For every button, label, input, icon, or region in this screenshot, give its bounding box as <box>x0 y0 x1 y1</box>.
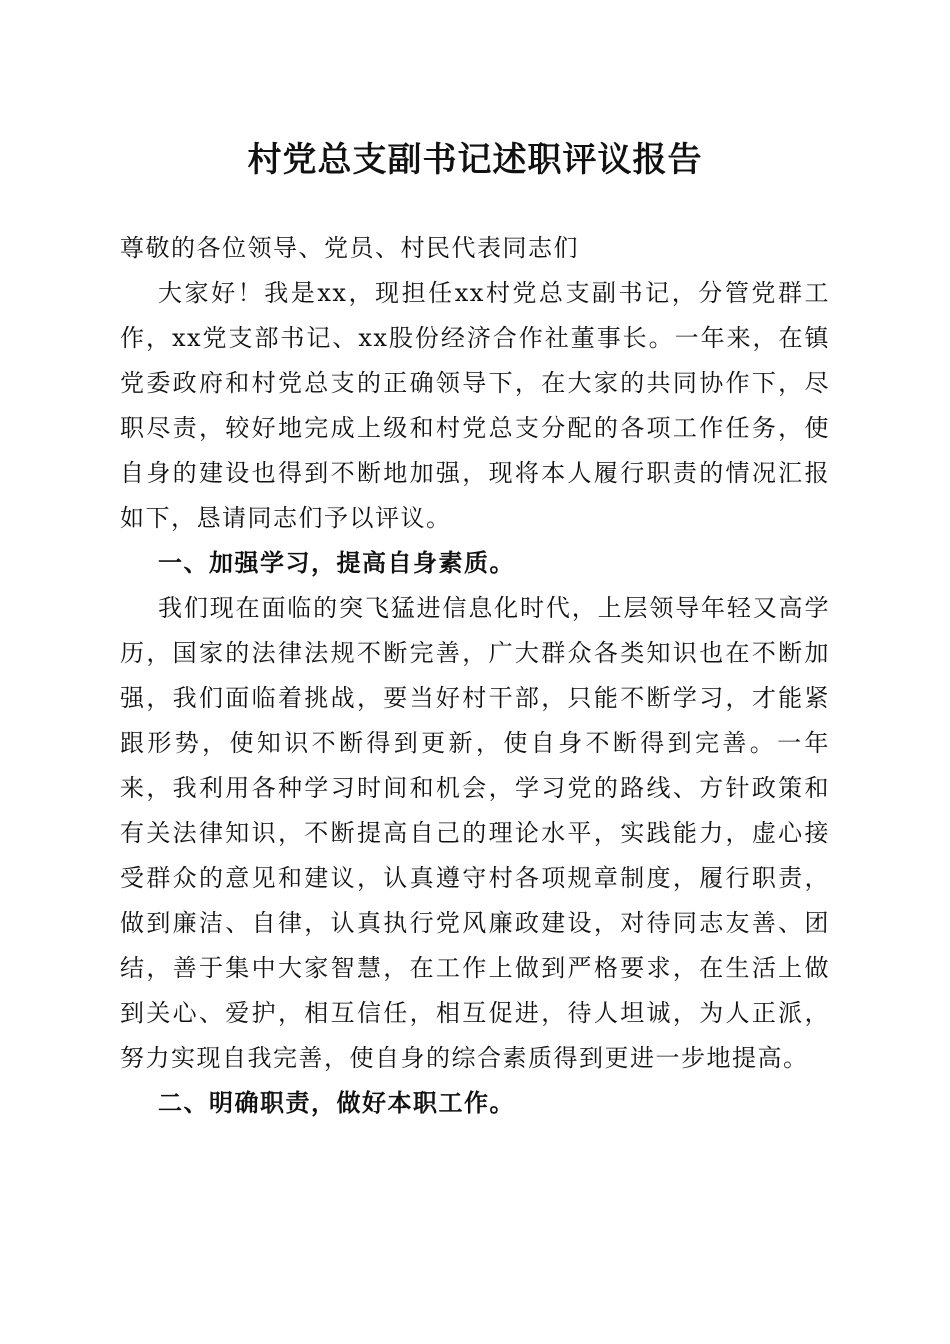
document-body <box>120 226 830 1126</box>
document-title: 村党总支副书记述职评议报告 <box>247 140 703 180</box>
section-heading-1: 一、加强学习，提高自身素质。 <box>158 549 515 577</box>
section-heading-2: 二、明确职责，做好本职工作。 <box>158 1089 515 1117</box>
intro-paragraph: 大家好！我是xx，现担任xx村党总支副书记，分管党群工作，xx党支部书记、xx股份经济合作社董事长。一年来，在镇党委政府和村党总支的正确领导下，在大家的共同协作下，尽职尽责，较好地完成上级和村党总支分配的各项工作任务，使自身的建设也得到不断地加强，现将本人履行职责的情况汇报如下，恳请同志们予以评议。 <box>120 279 830 532</box>
study-paragraph: 我们现在面临的突飞猛进信息化时代，上层领导年轻又高学历，国家的法律法规不断完善，广大群众各类知识也在不断加强，我们面临着挑战，要当好村干部，只能不断学习，才能紧跟形势，使知识不断得到更新，使自身不断得到完善。一年来，我利用各种学习时间和机会，学习党的路线、方针政策和有关法律知识，不断提高自己的理论水平，实践能力，虚心接受群众的意见和建议，认真遵守村各项规章制度，履行职责，做到廉洁、自律，认真执行党风廉政建设，对待同志友善、团结，善于集中大家智慧，在工作上做到严格要求，在生活上做到关心、爱护，相互信任，相互促进，待人坦诚，为人正派，努力实现自我完善，使自身的综合素质得到更进一步地提高。 <box>120 594 830 1072</box>
salutation: 尊敬的各位领导、党员、村民代表同志们 <box>120 234 579 262</box>
